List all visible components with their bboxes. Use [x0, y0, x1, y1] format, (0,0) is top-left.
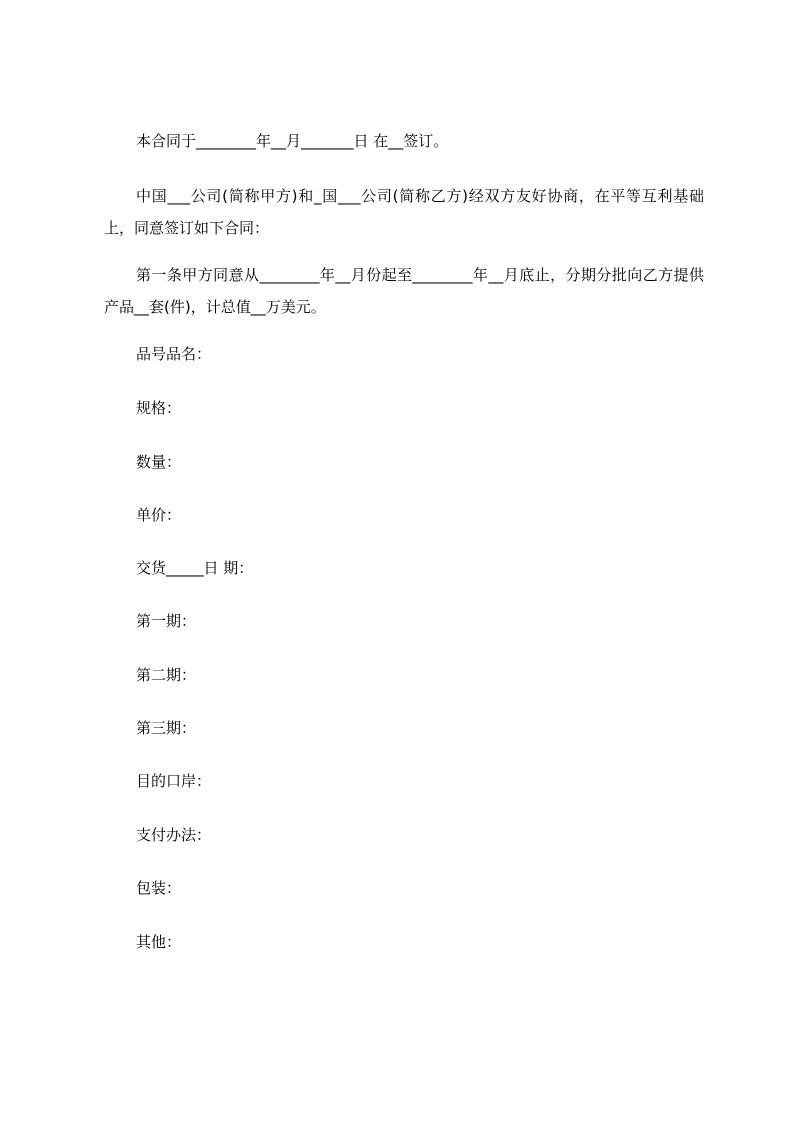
contract-parties-paragraph: 中国___公司(简称甲方)和_国___公司(简称乙方)经双方友好协商，在平等互利基础上，同意签订如下合同：: [104, 187, 704, 237]
field-destination-port: 目的口岸：: [136, 772, 212, 790]
field-payment-method: 支付办法：: [136, 826, 212, 844]
field-delivery-date: 交货_____日 期：: [136, 559, 254, 577]
field-other: 其他：: [136, 933, 182, 951]
field-phase-three: 第三期：: [136, 719, 197, 737]
field-product-name: 品号品名：: [136, 345, 212, 363]
article-one-paragraph: 第一条甲方同意从________年__月份起至________年__月底止，分期分批向乙方提供产品__套(件)，计总值__万美元。: [104, 266, 704, 316]
field-unit-price: 单价：: [136, 506, 182, 524]
field-phase-one: 第一期：: [136, 612, 197, 630]
field-quantity: 数量：: [136, 453, 182, 471]
field-packaging: 包装：: [136, 879, 182, 897]
contract-opening-line: 本合同于________年__月_______日 在__签订。: [136, 132, 449, 150]
field-specification: 规格：: [136, 399, 182, 417]
field-phase-two: 第二期：: [136, 666, 197, 684]
